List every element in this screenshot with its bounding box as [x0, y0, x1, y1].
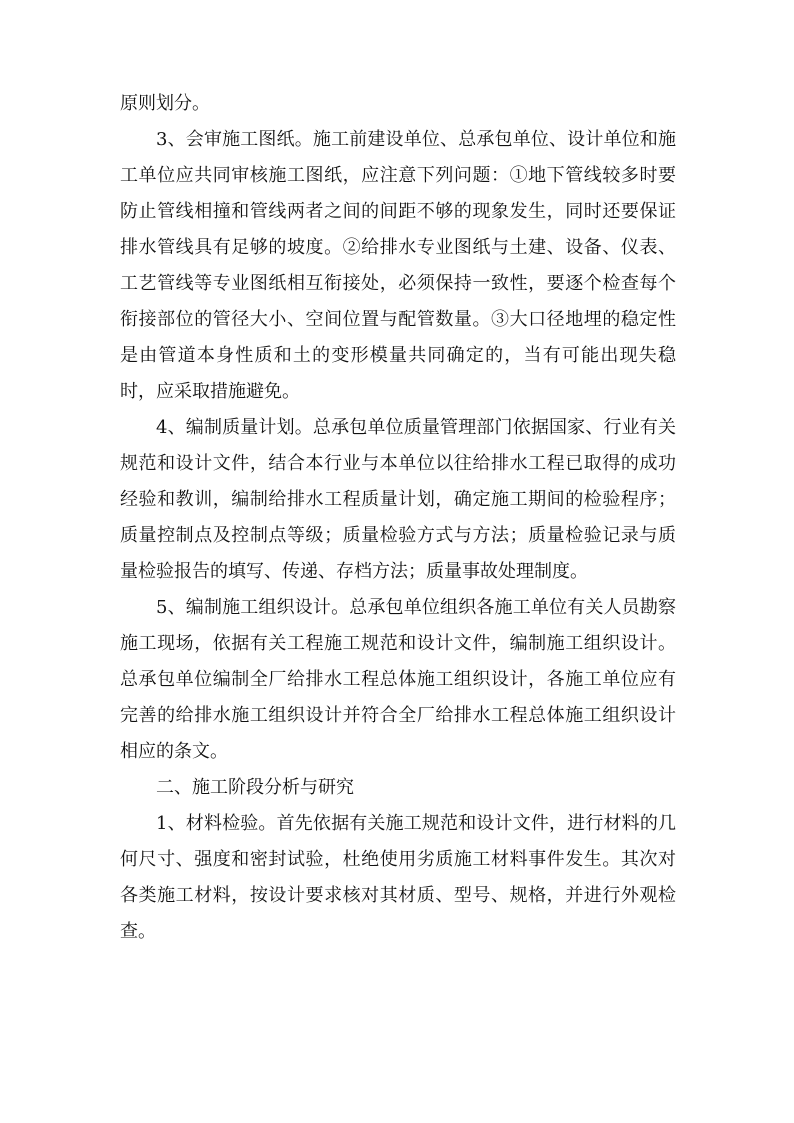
document-body — [120, 86, 676, 950]
section-heading: 二、施工阶段分析与研究 — [156, 777, 354, 798]
paragraph-continuation: 原则划分。 — [120, 93, 210, 114]
paragraph-quality-plan: 4、编制质量计划。总承包单位质量管理部门依据国家、行业有关规范和设计文件，结合本行业与本单位以往给排水工程已取得的成功经验和教训，编制给排水工程质量计划，确定施工期间的检验程序；质量控制点及控制点等级；质量检验方式与方法；质量检验记录与质量检验报告的填写、传递、存档方法；质量事故处理制度。 — [120, 417, 676, 582]
paragraph-material-inspection: 1、材料检验。首先依据有关施工规范和设计文件，进行材料的几何尺寸、强度和密封试验，杜绝使用劣质施工材料事件发生。其次对各类施工材料，按设计要求核对其材质、型号、规格，并进行外观检查。 — [120, 813, 676, 942]
paragraph-review-drawings: 3、会审施工图纸。施工前建设单位、总承包单位、设计单位和施工单位应共同审核施工图纸，应注意下列问题：①地下管线较多时要防止管线相撞和管线两者之间的间距不够的现象发生，同时还要保证排水管线具有足够的坡度。②给排水专业图纸与土建、设备、仪表、工艺管线等专业图纸相互衔接处，必须保持一致性，要逐个检查每个衔接部位的管径大小、空间位置与配管数量。③大口径地埋的稳定性是由管道本身性质和土的变形模量共同确定的，当有可能出现失稳时，应采取措施避免。 — [120, 129, 676, 402]
paragraph-construction-design: 5、编制施工组织设计。总承包单位组织各施工单位有关人员勘察施工现场，依据有关工程施工规范和设计文件，编制施工组织设计。总承包单位编制全厂给排水工程总体施工组织设计，各施工单位应有完善的给排水施工组织设计并符合全厂给排水工程总体施工组织设计相应的条文。 — [120, 597, 676, 762]
